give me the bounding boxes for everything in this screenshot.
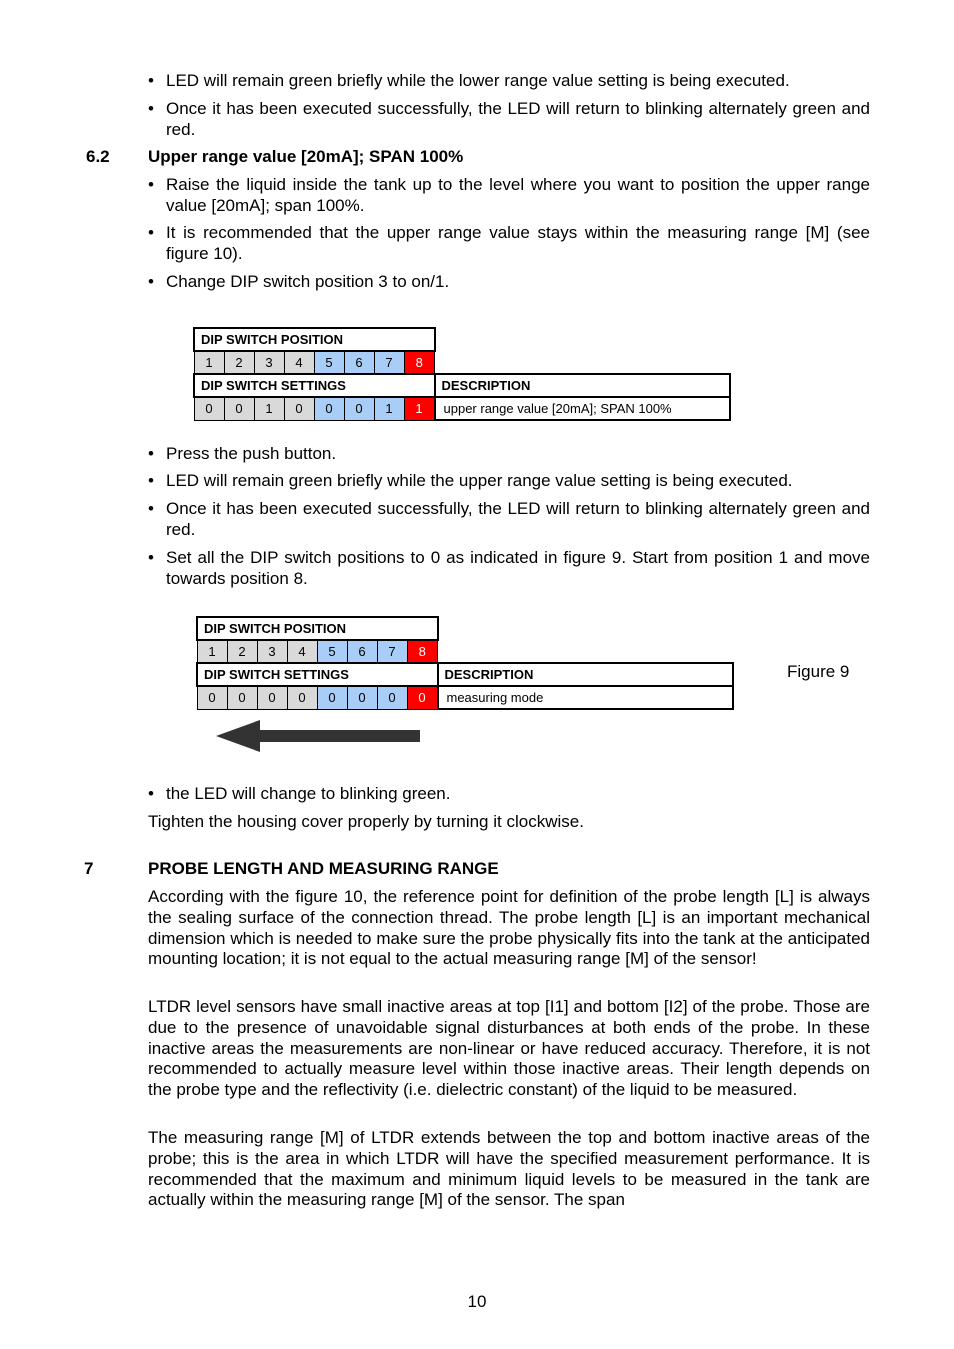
- position-cell: 7: [377, 640, 407, 663]
- list-item: [148, 470, 870, 491]
- bullet-icon: •: [148, 223, 154, 242]
- position-cell: 2: [224, 351, 254, 374]
- setting-cell: 0: [224, 397, 254, 420]
- dip-switch-table-upper-range: [193, 327, 731, 421]
- position-cell: 8: [404, 351, 435, 374]
- arrow-left-icon: [216, 718, 422, 754]
- position-cell: 4: [287, 640, 317, 663]
- list-item-text: Change DIP switch position 3 to on/1.: [166, 272, 450, 291]
- list-item: [148, 70, 870, 91]
- list-item: [148, 174, 870, 216]
- instruction-text: Tighten the housing cover properly by turning it clockwise.: [148, 812, 584, 831]
- bullet-icon: •: [148, 784, 154, 803]
- setting-cell: 0: [377, 686, 407, 709]
- list-item-text: the LED will change to blinking green.: [166, 784, 451, 803]
- position-cell: 5: [314, 351, 344, 374]
- paragraph: According with the figure 10, the reference point for definition of the probe length [L] is always the sealing surface of the connection thread. The probe length [L] is an important mechanical dimension which is needed to make sure the probe physically fits into the tank at the anticipated mounting location; it is not equal to the actual measuring range [M] of the sensor!: [148, 887, 870, 969]
- setting-cell: 0: [314, 397, 344, 420]
- bullet-icon: •: [148, 471, 154, 490]
- paragraph: LTDR level sensors have small inactive areas at top [I1] and bottom [I2] of the probe. Those are due to the presence of unavoidable signal disturbances at both ends of the probe. In these inactive areas the measurements are non-linear or have reduced accuracy. Therefore, it is not recommended to actually measure level within those inactive areas. Their length depends on the probe type and the reflectivity (i.e. dielectric constant) of the liquid to be measured.: [148, 997, 870, 1100]
- description-cell: measuring mode: [438, 686, 733, 709]
- position-cell: 4: [284, 351, 314, 374]
- section-number: 6.2: [86, 147, 110, 166]
- setting-cell: 0: [347, 686, 377, 709]
- list-item-text: Raise the liquid inside the tank up to the level where you want to position the upper range value [20mA]; span 100%.: [166, 175, 870, 215]
- description-header: DESCRIPTION: [438, 663, 733, 686]
- section-number: 7: [84, 859, 94, 878]
- setting-cell: 1: [404, 397, 435, 420]
- list-item-text: Press the push button.: [166, 444, 337, 463]
- dip-switch-settings-header: DIP SWITCH SETTINGS: [194, 374, 435, 397]
- paragraph: The measuring range [M] of LTDR extends between the top and bottom inactive areas of the probe; this is the area in which LTDR will have the specified measurement performance. It is recommended that the maximum and minimum liquid levels to be measured in the tank are actually within the measuring range [M] of the sensor. The span: [148, 1128, 870, 1210]
- setting-cell: 0: [284, 397, 314, 420]
- bullet-icon: •: [148, 175, 154, 194]
- bullet-icon: •: [148, 71, 154, 90]
- setting-cell: 1: [254, 397, 284, 420]
- position-cell: 1: [194, 351, 224, 374]
- figure-caption: Figure 9: [787, 662, 850, 681]
- setting-cell: 0: [344, 397, 374, 420]
- position-cell: 8: [407, 640, 438, 663]
- bullet-icon: •: [148, 499, 154, 518]
- list-item-text: LED will remain green briefly while the upper range value setting is being executed.: [166, 471, 793, 490]
- list-item: [148, 498, 870, 540]
- bullet-icon: •: [148, 444, 154, 463]
- position-cell: 2: [227, 640, 257, 663]
- dip-switch-position-header: DIP SWITCH POSITION: [197, 617, 438, 640]
- setting-cell: 0: [287, 686, 317, 709]
- list-item-text: Set all the DIP switch positions to 0 as indicated in figure 9. Start from position 1 and move towards position 8.: [166, 548, 870, 588]
- bullet-icon: •: [148, 99, 154, 118]
- setting-cell: 0: [227, 686, 257, 709]
- dip-switch-position-header: DIP SWITCH POSITION: [194, 328, 435, 351]
- setting-cell: 0: [317, 686, 347, 709]
- list-item-text: LED will remain green briefly while the lower range value setting is being executed.: [166, 71, 790, 90]
- position-cell: 1: [197, 640, 227, 663]
- bullet-icon: •: [148, 272, 154, 291]
- position-cell: 6: [344, 351, 374, 374]
- dip-switch-table-measuring-mode: [196, 616, 734, 710]
- list-item-text: Once it has been executed successfully, the LED will return to blinking alternately green and red.: [166, 499, 870, 539]
- page-number: 10: [467, 1292, 487, 1311]
- position-cell: 3: [254, 351, 284, 374]
- list-item: [148, 547, 870, 589]
- description-header: DESCRIPTION: [435, 374, 730, 397]
- setting-cell: 0: [407, 686, 438, 709]
- list-item: [148, 443, 870, 464]
- list-item-text: Once it has been executed successfully, the LED will return to blinking alternately green and red.: [166, 99, 870, 139]
- dip-switch-settings-header: DIP SWITCH SETTINGS: [197, 663, 438, 686]
- description-cell: upper range value [20mA]; SPAN 100%: [435, 397, 730, 420]
- section-title: Upper range value [20mA]; SPAN 100%: [148, 147, 464, 166]
- list-item: [148, 783, 870, 804]
- position-cell: 3: [257, 640, 287, 663]
- setting-cell: 0: [194, 397, 224, 420]
- position-cell: 6: [347, 640, 377, 663]
- list-item-text: It is recommended that the upper range value stays within the measuring range [M] (see figure 10).: [166, 223, 870, 263]
- position-cell: 5: [317, 640, 347, 663]
- position-cell: 7: [374, 351, 404, 374]
- setting-cell: 0: [257, 686, 287, 709]
- section-title: PROBE LENGTH AND MEASURING RANGE: [148, 859, 499, 878]
- bullet-icon: •: [148, 548, 154, 567]
- list-item: [148, 271, 870, 292]
- list-item: [148, 98, 870, 140]
- setting-cell: 1: [374, 397, 404, 420]
- setting-cell: 0: [197, 686, 227, 709]
- list-item: [148, 222, 870, 264]
